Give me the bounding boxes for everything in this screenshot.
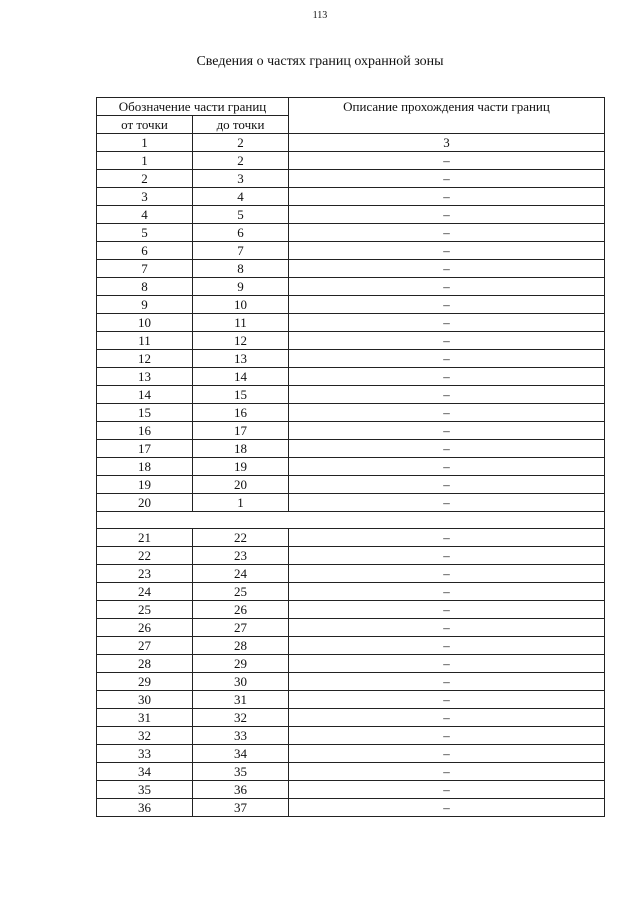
- table-row: [97, 619, 605, 637]
- table-row: [97, 296, 605, 314]
- from-point-cell: 20: [97, 494, 193, 512]
- page-number: 113: [312, 10, 328, 21]
- from-point-cell: 11: [97, 332, 193, 350]
- description-cell: –: [289, 152, 605, 170]
- from-point-cell: 19: [97, 476, 193, 494]
- description-cell: –: [289, 583, 605, 601]
- table-header: [97, 98, 605, 134]
- table-row: [97, 224, 605, 242]
- description-cell: –: [289, 673, 605, 691]
- to-point-cell: 3: [193, 170, 289, 188]
- description-cell: –: [289, 619, 605, 637]
- table-row: [97, 278, 605, 296]
- to-point-cell: 31: [193, 691, 289, 709]
- description-cell: –: [289, 368, 605, 386]
- from-point-cell: 26: [97, 619, 193, 637]
- from-point-cell: 13: [97, 368, 193, 386]
- from-point-cell: 32: [97, 727, 193, 745]
- from-point-cell: 7: [97, 260, 193, 278]
- from-point-cell: 8: [97, 278, 193, 296]
- from-point-cell: 29: [97, 673, 193, 691]
- description-cell: –: [289, 655, 605, 673]
- description-cell: –: [289, 404, 605, 422]
- description-cell: –: [289, 601, 605, 619]
- header-from-point: от точки: [97, 116, 193, 134]
- table-row: [97, 242, 605, 260]
- boundary-table: [96, 97, 605, 817]
- from-point-cell: 12: [97, 350, 193, 368]
- document-title: Сведения о частях границ охранной зоны: [196, 54, 444, 69]
- to-point-cell: 27: [193, 619, 289, 637]
- from-point-cell: 14: [97, 386, 193, 404]
- from-point-cell: 16: [97, 422, 193, 440]
- section-separator-cell: [97, 512, 605, 529]
- to-point-cell: 33: [193, 727, 289, 745]
- to-point-cell: 19: [193, 458, 289, 476]
- table-row: [97, 152, 605, 170]
- from-point-cell: 23: [97, 565, 193, 583]
- to-point-cell: 34: [193, 745, 289, 763]
- from-point-cell: 18: [97, 458, 193, 476]
- to-point-cell: 16: [193, 404, 289, 422]
- description-cell: –: [289, 547, 605, 565]
- description-cell: –: [289, 386, 605, 404]
- from-point-cell: 25: [97, 601, 193, 619]
- description-cell: –: [289, 691, 605, 709]
- to-point-cell: 15: [193, 386, 289, 404]
- description-cell: –: [289, 781, 605, 799]
- table-row: [97, 188, 605, 206]
- to-point-cell: 8: [193, 260, 289, 278]
- table-row: [97, 314, 605, 332]
- to-point-cell: 24: [193, 565, 289, 583]
- to-point-cell: 14: [193, 368, 289, 386]
- from-point-cell: 15: [97, 404, 193, 422]
- to-point-cell: 18: [193, 440, 289, 458]
- description-cell: –: [289, 799, 605, 817]
- table-row: [97, 583, 605, 601]
- from-point-cell: 6: [97, 242, 193, 260]
- to-point-cell: 32: [193, 709, 289, 727]
- from-point-cell: 28: [97, 655, 193, 673]
- from-point-cell: 3: [97, 188, 193, 206]
- description-cell: –: [289, 529, 605, 547]
- table-row: [97, 547, 605, 565]
- from-point-cell: 5: [97, 224, 193, 242]
- table-row: [97, 368, 605, 386]
- description-cell: –: [289, 188, 605, 206]
- from-point-cell: 36: [97, 799, 193, 817]
- table-row: [97, 781, 605, 799]
- from-point-cell: 24: [97, 583, 193, 601]
- table-row: [97, 709, 605, 727]
- to-point-cell: 2: [193, 152, 289, 170]
- description-cell: –: [289, 745, 605, 763]
- from-point-cell: 22: [97, 547, 193, 565]
- to-point-cell: 10: [193, 296, 289, 314]
- table-row: [97, 799, 605, 817]
- table-body: [97, 134, 605, 817]
- table-row: [97, 404, 605, 422]
- to-point-cell: 7: [193, 242, 289, 260]
- column-index-cell: 3: [289, 134, 605, 152]
- description-cell: –: [289, 637, 605, 655]
- from-point-cell: 9: [97, 296, 193, 314]
- column-index-row: [97, 134, 605, 152]
- from-point-cell: 31: [97, 709, 193, 727]
- to-point-cell: 36: [193, 781, 289, 799]
- description-cell: –: [289, 440, 605, 458]
- to-point-cell: 4: [193, 188, 289, 206]
- table-row: [97, 476, 605, 494]
- column-index-cell: 2: [193, 134, 289, 152]
- description-cell: –: [289, 278, 605, 296]
- table-row: [97, 745, 605, 763]
- description-cell: –: [289, 206, 605, 224]
- to-point-cell: 35: [193, 763, 289, 781]
- table-row: [97, 422, 605, 440]
- table-row: [97, 386, 605, 404]
- from-point-cell: 21: [97, 529, 193, 547]
- to-point-cell: 11: [193, 314, 289, 332]
- description-cell: –: [289, 494, 605, 512]
- description-cell: –: [289, 242, 605, 260]
- description-cell: –: [289, 458, 605, 476]
- to-point-cell: 30: [193, 673, 289, 691]
- to-point-cell: 12: [193, 332, 289, 350]
- to-point-cell: 26: [193, 601, 289, 619]
- to-point-cell: 5: [193, 206, 289, 224]
- header-boundary-description: Описание прохождения части границ: [289, 98, 605, 134]
- header-boundary-designation: Обозначение части границ: [97, 98, 289, 116]
- to-point-cell: 28: [193, 637, 289, 655]
- description-cell: –: [289, 224, 605, 242]
- from-point-cell: 33: [97, 745, 193, 763]
- table-row: [97, 458, 605, 476]
- description-cell: –: [289, 476, 605, 494]
- description-cell: –: [289, 565, 605, 583]
- to-point-cell: 9: [193, 278, 289, 296]
- from-point-cell: 30: [97, 691, 193, 709]
- header-to-point: до точки: [193, 116, 289, 134]
- description-cell: –: [289, 296, 605, 314]
- from-point-cell: 17: [97, 440, 193, 458]
- to-point-cell: 20: [193, 476, 289, 494]
- to-point-cell: 23: [193, 547, 289, 565]
- table-row: [97, 727, 605, 745]
- table-row: [97, 260, 605, 278]
- table-row: [97, 565, 605, 583]
- table-row: [97, 529, 605, 547]
- table-row: [97, 691, 605, 709]
- table-row: [97, 601, 605, 619]
- from-point-cell: 1: [97, 152, 193, 170]
- to-point-cell: 22: [193, 529, 289, 547]
- to-point-cell: 37: [193, 799, 289, 817]
- description-cell: –: [289, 170, 605, 188]
- table-row: [97, 332, 605, 350]
- table-row: [97, 494, 605, 512]
- table-row: [97, 763, 605, 781]
- table-row: [97, 206, 605, 224]
- from-point-cell: 34: [97, 763, 193, 781]
- description-cell: –: [289, 763, 605, 781]
- table-row: [97, 170, 605, 188]
- to-point-cell: 17: [193, 422, 289, 440]
- from-point-cell: 27: [97, 637, 193, 655]
- to-point-cell: 1: [193, 494, 289, 512]
- description-cell: –: [289, 709, 605, 727]
- table-row: [97, 637, 605, 655]
- column-index-cell: 1: [97, 134, 193, 152]
- to-point-cell: 25: [193, 583, 289, 601]
- table-row: [97, 655, 605, 673]
- description-cell: –: [289, 314, 605, 332]
- table-row: [97, 350, 605, 368]
- from-point-cell: 2: [97, 170, 193, 188]
- from-point-cell: 4: [97, 206, 193, 224]
- description-cell: –: [289, 332, 605, 350]
- description-cell: –: [289, 260, 605, 278]
- description-cell: –: [289, 727, 605, 745]
- table-row: [97, 440, 605, 458]
- description-cell: –: [289, 422, 605, 440]
- description-cell: –: [289, 350, 605, 368]
- to-point-cell: 6: [193, 224, 289, 242]
- to-point-cell: 13: [193, 350, 289, 368]
- to-point-cell: 29: [193, 655, 289, 673]
- from-point-cell: 10: [97, 314, 193, 332]
- from-point-cell: 35: [97, 781, 193, 799]
- table-row: [97, 673, 605, 691]
- section-separator-row: [97, 512, 605, 529]
